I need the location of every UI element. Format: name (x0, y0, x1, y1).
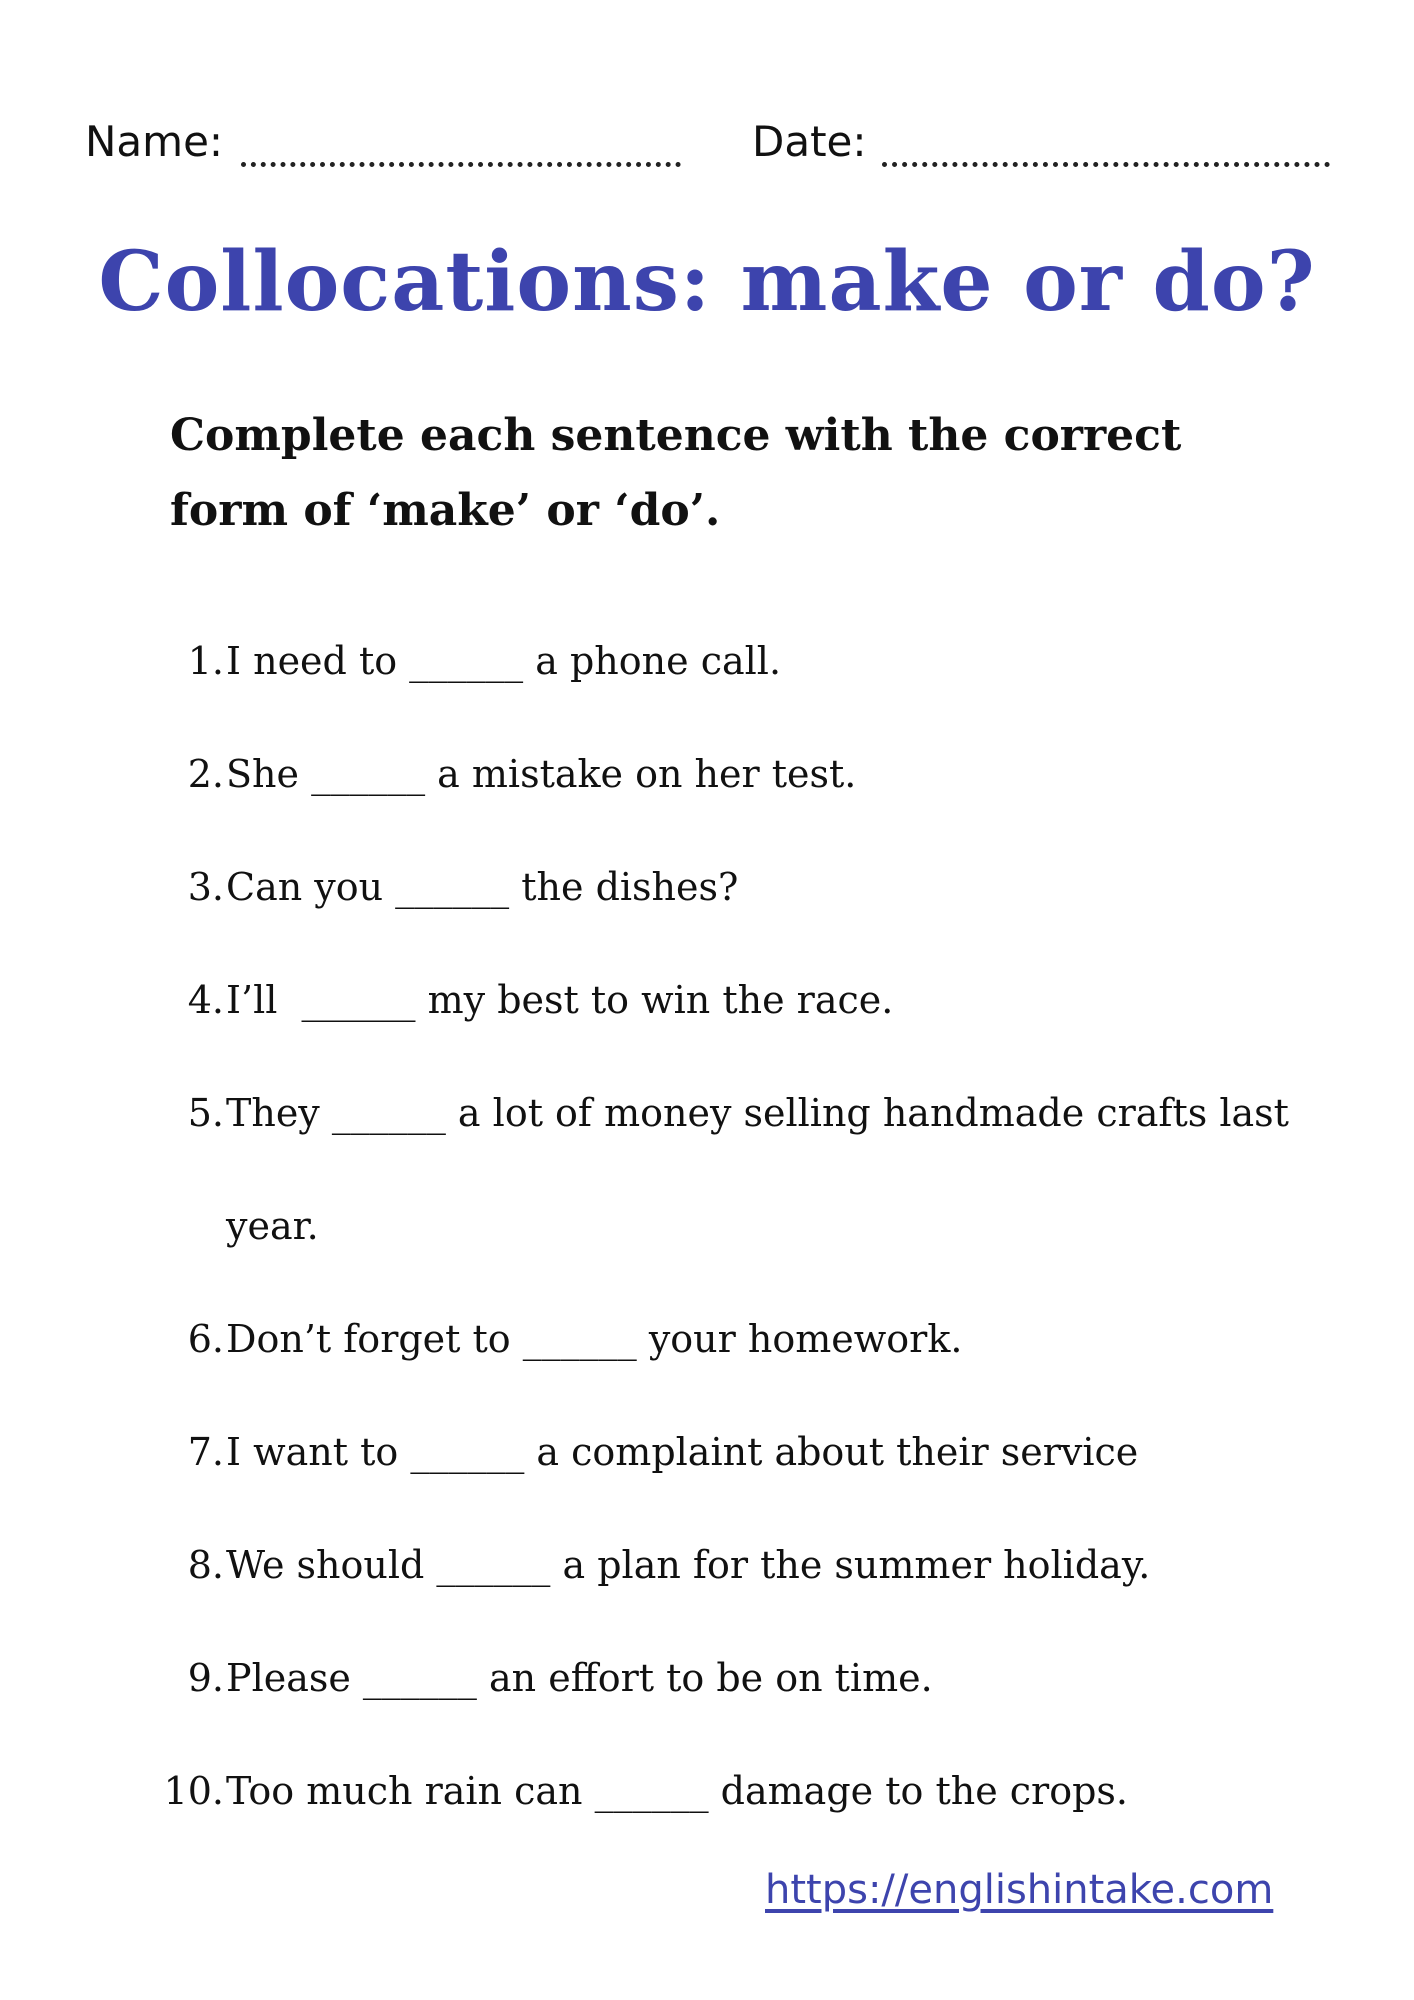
question-number: 9. (187, 1656, 224, 1700)
question-item (0, 1057, 1414, 1283)
question-item (0, 1735, 1414, 1848)
question-number: 4. (187, 978, 224, 1022)
question-item (0, 831, 1414, 944)
instructions: Complete each sentence with the correct form of ‘make’ or ‘do’. (170, 410, 1182, 536)
question-text: We should ______ a plan for the summer holiday. (226, 1543, 1151, 1587)
name-dotted-line[interactable] (241, 162, 681, 167)
question-text (226, 1057, 1289, 1283)
question-list (0, 605, 1414, 1848)
question-text: Please ______ an effort to be on time. (226, 1656, 933, 1700)
question-text: Too much rain can ______ damage to the crops. (226, 1769, 1128, 1813)
question-item (0, 1283, 1414, 1396)
date-field[interactable] (752, 112, 1332, 172)
page-title: Collocations: make or do? (98, 234, 1316, 330)
question-number: 1. (187, 639, 224, 683)
question-text: She ______ a mistake on her test. (226, 752, 857, 796)
question-item (0, 1622, 1414, 1735)
question-number: 10. (163, 1769, 224, 1813)
question-text: Don’t forget to ______ your homework. (226, 1317, 963, 1361)
date-dotted-line[interactable] (882, 162, 1330, 167)
question-number: 5. (187, 1091, 224, 1135)
question-item (0, 718, 1414, 831)
question-text: I’ll ______ my best to win the race. (226, 978, 894, 1022)
question-item (0, 1396, 1414, 1509)
date-label: Date: (752, 117, 867, 166)
name-field[interactable] (85, 112, 685, 172)
question-number: 3. (187, 865, 224, 909)
question-number: 6. (187, 1317, 224, 1361)
question-number: 7. (187, 1430, 224, 1474)
question-text-line: They ______ a lot of money selling handmade crafts last (226, 1091, 1289, 1135)
question-text: I need to ______ a phone call. (226, 639, 782, 683)
website-link[interactable]: https://englishintake.com (765, 1867, 1274, 1913)
name-label: Name: (85, 117, 224, 166)
question-text: I want to ______ a complaint about their service (226, 1430, 1139, 1474)
question-text-line: year. (226, 1204, 319, 1248)
question-item (0, 605, 1414, 718)
question-item (0, 944, 1414, 1057)
question-number: 2. (187, 752, 224, 796)
question-item (0, 1509, 1414, 1622)
question-number: 8. (187, 1543, 224, 1587)
question-text: Can you ______ the dishes? (226, 865, 739, 909)
